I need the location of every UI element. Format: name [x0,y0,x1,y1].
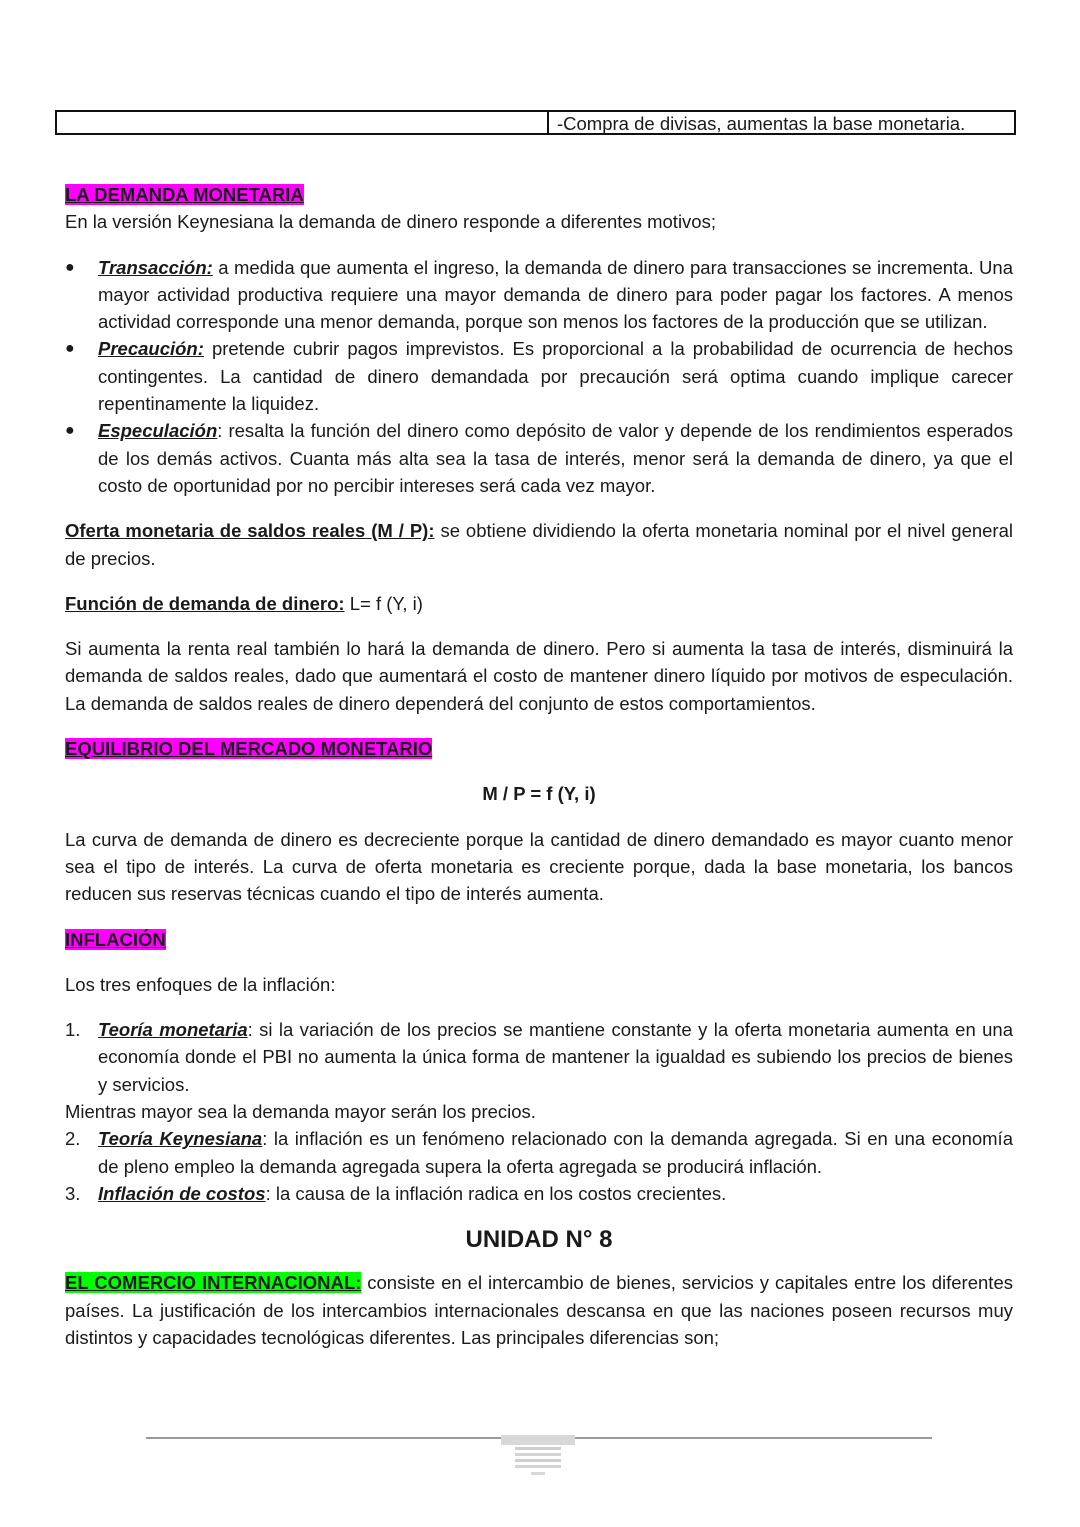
table-fragment-row [55,110,1016,135]
equilibrio-formula: M / P = f (Y, i) [482,783,596,805]
watermark-logo-icon [497,1433,579,1477]
list-item: 2. Teoría Keynesiana: la inflación es un fenómeno relacionado con la demanda agregada. Si en una economía de pleno empleo la demanda agregada supera la oferta agregada se producirá inflación. [65,1128,1013,1177]
list-item: ● Especulación: resalta la función del dinero como depósito de valor y depende de los rendimientos esperados de los demás activos. Cuanta más alta sea la tasa de interés, menor será la demanda de dinero, ya que el costo de oportunidad por no percibir intereses será cada vez mayor. [65,417,1013,499]
list-item: 3. Inflación de costos: la causa de la inflación radica en los costos crecientes. [65,1182,727,1204]
list-item: ● Precaución: pretende cubrir pagos imprevistos. Es proporcional a la probabilidad de ocurrencia de hechos contingentes. La cantidad de dinero demandada por precaución será optima cuando implique carecer repentinamente la liquidez. [65,335,1013,417]
motivos-list [65,254,1013,500]
enfoques-list-continued [65,1125,1013,1207]
inflacion-note: Mientras mayor sea la demanda mayor serán los precios. [65,1101,536,1123]
table-cell-empty [57,112,549,133]
section-inflacion-heading: INFLACIÓN [65,928,166,950]
section-demanda-heading: LA DEMANDA MONETARIA [65,184,304,205]
unit-title: UNIDAD N° 8 [465,1226,613,1254]
list-item: 1. Teoría monetaria: si la variación de los precios se mantiene constante y la oferta monetaria aumenta en una economía donde el PBI no aumenta la única forma de mantener la igualdad es subiendo los precios de bienes y servicios. [65,1019,1013,1095]
funcion-demanda: Función de demanda de dinero: L= f (Y, i) [65,592,423,614]
demanda-intro: En la versión Keynesiana la demanda de dinero responde a diferentes motivos; [65,211,716,233]
table-cell-text: -Compra de divisas, aumentas la base monetaria. [557,113,966,134]
inflacion-intro: Los tres enfoques de la inflación: [65,973,336,995]
section-equilibrio-heading: EQUILIBRIO DEL MERCADO MONETARIO [65,738,433,760]
bullet-icon: ● [65,422,75,440]
demanda-paragraph: Si aumenta la renta real también lo hará la demanda de dinero. Pero si aumenta la tasa de interés, disminuirá la demanda de saldos reales, dado que aumentará el costo de mantener dinero líquido por motivos de especulación. La demanda de saldos reales de dinero dependerá del conjunto de estos comportamientos. [65,638,1013,714]
enfoques-list [65,1016,1013,1098]
comercio-paragraph: EL COMERCIO INTERNACIONAL: consiste en el intercambio de bienes, servicios y capitales entre los diferentes países. La justificación de los intercambios internacionales descansa en que las naciones poseen recursos muy distintos y capacidades tecnológicas diferentes. Las principales diferencias son; [65,1272,1013,1348]
document-body [65,181,1013,1351]
list-item: ● Transacción: a medida que aumenta el ingreso, la demanda de dinero para transacciones se incrementa. Una mayor actividad productiva requiere una mayor demanda de dinero para poder pagar los factores. A menos actividad corresponde una menor demanda, porque son menos los factores de la producción que se utilizan. [65,254,1013,336]
bullet-icon: ● [65,340,75,358]
oferta-saldos-reales: Oferta monetaria de saldos reales (M / P): se obtiene dividiendo la oferta monetaria nominal por el nivel general de precios. [65,520,1013,569]
equilibrio-paragraph: La curva de demanda de dinero es decreciente porque la cantidad de dinero demandado es mayor cuanto menor sea el tipo de interés. La curva de oferta monetaria es creciente porque, dada la base monetaria, los bancos reducen sus reservas técnicas cuando el tipo de interés aumenta. [65,828,1013,905]
bullet-icon: ● [65,258,75,276]
